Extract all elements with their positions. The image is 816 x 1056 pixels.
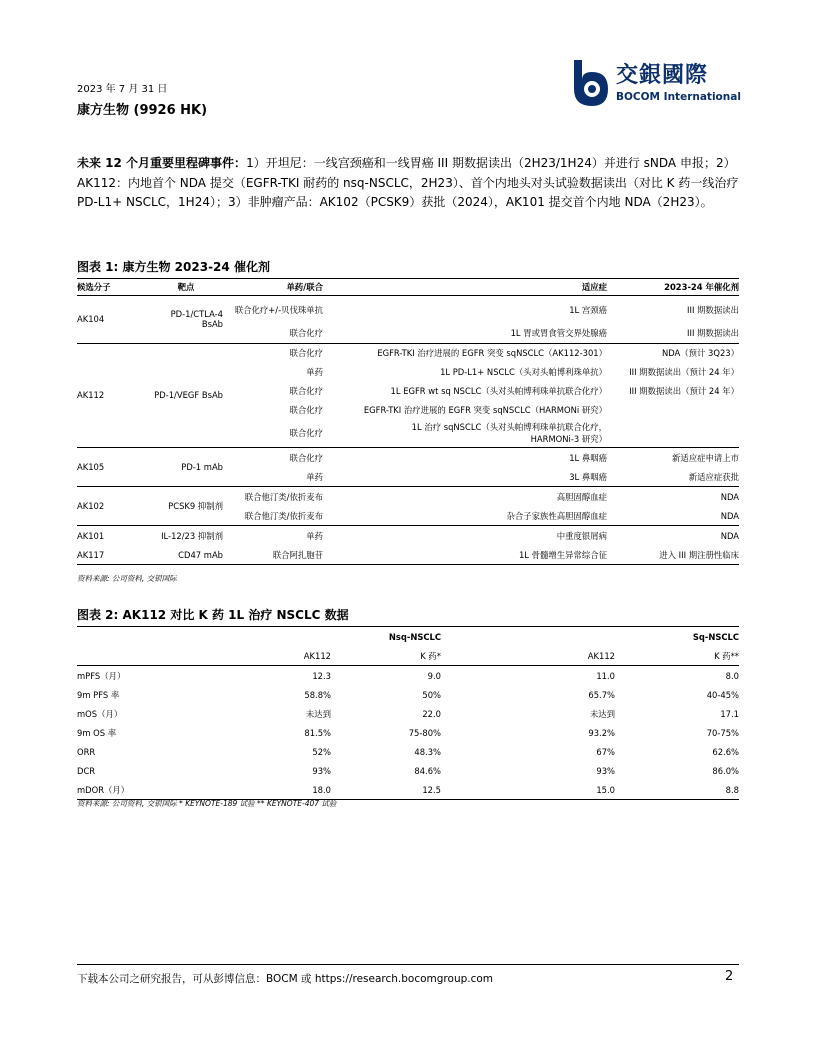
cell-value: 75-80% xyxy=(408,727,441,738)
cell-catalyst: III 期数据读出 xyxy=(687,304,739,315)
cell-indication: 1L 鼻咽癌 xyxy=(569,452,607,463)
cell-value: 58.8% xyxy=(304,689,331,700)
cell-combo: 单药 xyxy=(223,467,323,487)
milestones-label: 未来 12 个月重要里程碑事件： xyxy=(77,156,247,170)
cell-value: 86.0% xyxy=(712,765,739,776)
cell-combo: 联合化疗 xyxy=(289,386,323,396)
cell-value: 17.1 xyxy=(720,708,739,719)
cell-indication: EGFR-TKI 治疗进展的 EGFR 突变 sqNSCLC（HARMONi 研究） xyxy=(363,405,607,415)
cell-value: 8.0 xyxy=(725,670,739,681)
cell-combo: 联合他汀类/依折麦布 xyxy=(244,491,323,502)
cell-value: 40-45% xyxy=(706,689,739,700)
table1-title: 图表 1: 康方生物 2023-24 催化剂 xyxy=(77,260,270,274)
group-header-nsq: Nsq-NSCLC xyxy=(331,627,441,647)
bocom-logo-icon xyxy=(568,58,614,108)
cell-value: 62.6% xyxy=(712,746,739,757)
header-indication: 适应症 xyxy=(323,279,607,296)
sub-header-k-sq: K 药** xyxy=(615,646,739,666)
cell-catalyst: 新适应症申请上市 xyxy=(672,452,739,463)
cell-target: PD-1/VEGF BsAb xyxy=(149,343,223,448)
cell-value: 12.3 xyxy=(312,670,331,681)
cell-catalyst: NDA xyxy=(720,530,739,541)
milestones-text: 1）开坦尼：一线宫颈癌和一线胃癌 III 期数据读出（2H23/1H24）并进行 sNDA 申报；2）AK112：内地首个 NDA 提交（EGFR-TKI 耐药的 nsq-NSCLC，2H23）、首个内地头对头试验数据读出（对比 K 药一线治疗 PD-L1+ NSCLC，1H24）；3）非肿瘤产品：AK102（PCSK9）获批（2024），AK101 提交首个内地 NDA（2H23）。 xyxy=(77,156,739,210)
table-header-row xyxy=(77,279,739,296)
table-row xyxy=(77,487,739,507)
milestones-paragraph xyxy=(77,154,739,213)
cell-value: 15.0 xyxy=(441,780,615,800)
cell-molecule: AK101 xyxy=(77,530,105,541)
cell-indication: 1L 骨髓增生异常综合征 xyxy=(323,545,607,565)
cell-target: CD47 mAb xyxy=(149,545,223,565)
table-row xyxy=(77,780,739,800)
table-row xyxy=(77,526,739,546)
table-row xyxy=(77,723,739,742)
cell-value: 9.0 xyxy=(427,670,441,681)
cell-target: PCSK9 抑制剂 xyxy=(149,487,223,526)
cell-value: 52% xyxy=(312,746,331,757)
cell-indication: 1L EGFR wt sq NSCLC（头对头帕博利珠单抗联合化疗） xyxy=(390,386,607,396)
sub-header-k-nsq: K 药* xyxy=(331,646,441,666)
cell-combo: 单药 xyxy=(306,530,323,541)
cell-catalyst: NDA xyxy=(720,491,739,502)
page-number: 2 xyxy=(725,969,734,984)
group-header-row xyxy=(77,627,739,647)
logo-cn-text: 交銀國際 xyxy=(616,63,709,88)
cell-combo: 联合化疗 xyxy=(289,348,323,358)
cell-combo: 联合化疗 xyxy=(223,420,323,448)
table2-source: 资料来源: 公司资料, 交银国际 * KEYNOTE-189 试验 ** KEYNOTE-407 试验 xyxy=(77,799,337,808)
sub-header-ak112-nsq: AK112 xyxy=(157,646,331,666)
cell-value: 11.0 xyxy=(596,670,615,681)
cell-metric: mOS（月） xyxy=(77,708,123,719)
cell-value: 未达到 xyxy=(589,708,615,719)
table-row xyxy=(77,742,739,761)
cell-indication: 1L PD-L1+ NSCLC（头对头帕博利珠单抗） xyxy=(440,367,607,377)
table-row xyxy=(77,343,739,363)
cell-catalyst xyxy=(607,401,739,420)
cell-indication: 高胆固醇血症 xyxy=(556,491,607,502)
table-row xyxy=(77,448,739,468)
cell-value: 8.8 xyxy=(615,780,739,800)
cell-target: IL-12/23 抑制剂 xyxy=(161,530,223,541)
header-combo: 单药/联合 xyxy=(223,279,323,296)
table-row xyxy=(77,296,739,324)
cell-catalyst: III 期数据读出 xyxy=(607,324,739,344)
logo-en-text: BOCOM International xyxy=(616,91,741,103)
cell-combo: 单药 xyxy=(306,367,323,377)
table-row xyxy=(77,704,739,723)
cell-metric: mDOR（月） xyxy=(77,780,157,800)
company-title: 康方生物 (9926 HK) xyxy=(77,103,208,118)
cell-indication: EGFR-TKI 治疗进展的 EGFR 突变 sqNSCLC（AK112-301） xyxy=(377,348,607,358)
table-row xyxy=(77,666,739,686)
cell-combo: 联合化疗 xyxy=(289,452,323,463)
cell-molecule: AK117 xyxy=(77,545,149,565)
cell-value: 18.0 xyxy=(157,780,331,800)
cell-indication: 1L 宫颈癌 xyxy=(569,304,607,315)
cell-value: 12.5 xyxy=(331,780,441,800)
group-header-sq: Sq-NSCLC xyxy=(615,627,739,647)
cell-value: 67% xyxy=(596,746,615,757)
cell-indication: 中重度银屑病 xyxy=(556,530,607,541)
table2-title: 图表 2: AK112 对比 K 药 1L 治疗 NSCLC 数据 xyxy=(77,608,349,622)
cell-indication: 1L 胃或胃食管交界处腺癌 xyxy=(323,324,607,344)
sub-header-row xyxy=(77,646,739,666)
cell-combo: 联合化疗+/-贝伐珠单抗 xyxy=(234,304,323,315)
cell-combo: 联合阿扎胞苷 xyxy=(223,545,323,565)
cell-catalyst: III 期数据读出（预计 24 年） xyxy=(629,367,739,377)
cell-value: 93.2% xyxy=(588,727,615,738)
cell-molecule: AK104 xyxy=(77,296,149,344)
table-row xyxy=(77,545,739,565)
cell-target: PD-1/CTLA-4 BsAb xyxy=(149,296,223,344)
cell-molecule: AK102 xyxy=(77,487,149,526)
cell-catalyst: 新适应症获批 xyxy=(607,467,739,487)
cell-metric: DCR xyxy=(77,765,96,776)
cell-value: 未达到 xyxy=(305,708,331,719)
header-catalyst: 2023-24 年催化剂 xyxy=(607,279,739,296)
cell-molecule: AK105 xyxy=(77,448,149,487)
footer-divider xyxy=(77,964,739,965)
cell-value: 84.6% xyxy=(414,765,441,776)
cell-catalyst: NDA（预计 3Q23） xyxy=(661,348,739,358)
cell-value: 81.5% xyxy=(304,727,331,738)
cell-combo: 联合化疗 xyxy=(289,405,323,415)
cell-combo: 联合他汀类/依折麦布 xyxy=(223,506,323,526)
cell-indication: 1L 治疗 sqNSCLC（头对头帕博利珠单抗联合化疗，HARMONi-3 研究） xyxy=(323,420,607,448)
cell-value: 50% xyxy=(422,689,441,700)
cell-value: 48.3% xyxy=(414,746,441,757)
cell-value: 93% xyxy=(312,765,331,776)
cell-value: 65.7% xyxy=(588,689,615,700)
table1-source: 资料来源: 公司资料, 交银国际 xyxy=(77,574,177,583)
catalyst-table xyxy=(77,278,739,565)
cell-value: 93% xyxy=(596,765,615,776)
cell-value: 22.0 xyxy=(422,708,441,719)
cell-metric: 9m OS 率 xyxy=(77,727,117,738)
cell-indication: 杂合子家族性高胆固醇血症 xyxy=(323,506,607,526)
table-row xyxy=(77,761,739,780)
cell-value: 70-75% xyxy=(706,727,739,738)
sub-header-ak112-sq: AK112 xyxy=(441,646,615,666)
cell-target: PD-1 mAb xyxy=(149,448,223,487)
cell-catalyst: 进入 III 期注册性临床 xyxy=(607,545,739,565)
cell-combo: 联合化疗 xyxy=(223,324,323,344)
cell-metric: mPFS（月） xyxy=(77,670,126,681)
cell-catalyst: III 期数据读出（预计 24 年） xyxy=(629,386,739,396)
header-target: 靶点 xyxy=(149,279,223,296)
report-date: 2023 年 7 月 31 日 xyxy=(77,84,168,95)
footer-text: 下载本公司之研究报告，可从彭博信息：BOCM 或 https://research.bocomgroup.com xyxy=(77,973,494,985)
cell-molecule: AK112 xyxy=(77,343,149,448)
cell-metric: 9m PFS 率 xyxy=(77,689,120,700)
cell-catalyst: NDA xyxy=(607,506,739,526)
cell-metric: ORR xyxy=(77,746,96,757)
efficacy-table xyxy=(77,626,739,800)
table-row xyxy=(77,685,739,704)
header-molecule: 候选分子 xyxy=(77,279,149,296)
bocom-logo xyxy=(568,58,743,108)
cell-catalyst xyxy=(607,420,739,448)
cell-indication: 3L 鼻咽癌 xyxy=(323,467,607,487)
